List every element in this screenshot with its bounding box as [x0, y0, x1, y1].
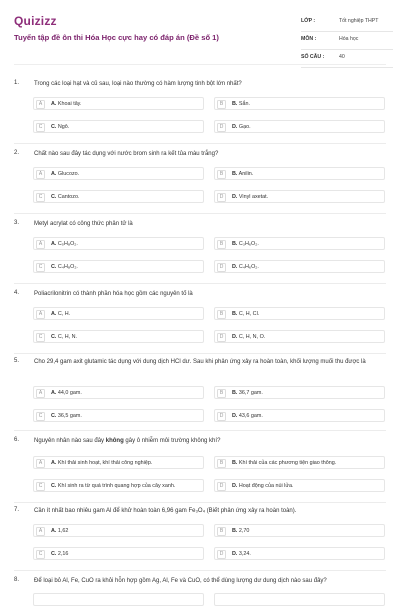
- option-prefix: C.: [51, 194, 57, 200]
- option-prefix: D.: [232, 551, 238, 557]
- option-letter: D: [217, 123, 226, 132]
- option-letter: C: [36, 333, 45, 342]
- quizizz-logo[interactable]: Quizizz: [14, 14, 57, 28]
- option-prefix: A.: [51, 390, 57, 396]
- option-prefix: D.: [232, 124, 238, 130]
- option-letter: A: [36, 100, 45, 109]
- option-d[interactable]: [214, 190, 385, 203]
- option-a[interactable]: [33, 97, 204, 110]
- option-text: Sắn.: [238, 101, 250, 107]
- question-divider: [14, 283, 386, 284]
- option-text: C, H, N, O.: [238, 334, 266, 340]
- option-letter: A: [36, 389, 45, 398]
- option-text: Cantozo.: [57, 194, 80, 200]
- option-letter: A: [36, 527, 45, 536]
- option-letter: A: [36, 459, 45, 468]
- option-prefix: C.: [51, 483, 57, 489]
- option-prefix: A.: [51, 241, 57, 247]
- option-text: C₅H₈O₂.: [57, 241, 78, 247]
- option-letter: C: [36, 412, 45, 421]
- option-letter: D: [217, 193, 226, 202]
- question-text: Cho 29,4 gam axit glutamic tác dụng với dung dịch HCl dư. Sau khi phản ứng xảy ra hoàn toàn, khối lượng muối thu được là: [34, 359, 366, 365]
- option-c[interactable]: [33, 409, 204, 422]
- option-prefix: B.: [232, 311, 238, 317]
- option-text: Khí sinh ra từ quá trình quang hợp của cây xanh.: [57, 483, 176, 489]
- question-number: 2.: [14, 150, 20, 156]
- option-d[interactable]: [214, 547, 385, 560]
- option-text: 44,0 gam.: [57, 390, 82, 396]
- option-letter: D: [217, 412, 226, 421]
- meta-value: Tốt nghiệp THPT: [339, 18, 379, 24]
- option-letter: B: [217, 170, 226, 179]
- meta-value: 40: [339, 54, 345, 60]
- question-text: Poliacrilonitrin có thành phần hóa học gồm các nguyên tố là: [34, 291, 193, 297]
- option-c[interactable]: [33, 479, 204, 492]
- option-prefix: A.: [51, 460, 57, 466]
- option-letter: C: [36, 482, 45, 491]
- option-d[interactable]: [214, 330, 385, 343]
- question-number: 6.: [14, 437, 20, 443]
- option-text: C₃H₆O₂.: [238, 241, 259, 247]
- option-c[interactable]: [33, 547, 204, 560]
- option-letter: D: [217, 263, 226, 272]
- option-letter: A: [36, 240, 45, 249]
- option-letter: D: [217, 550, 226, 559]
- question-divider: [14, 213, 386, 214]
- option-text: Vinyl axetat.: [238, 194, 269, 200]
- option-text: C, H, Cl.: [238, 311, 260, 317]
- option-prefix: A.: [51, 101, 57, 107]
- option-letter: C: [36, 123, 45, 132]
- option-prefix: D.: [232, 334, 238, 340]
- option-letter: C: [36, 193, 45, 202]
- option-letter: A: [36, 170, 45, 179]
- option-letter: B: [217, 310, 226, 319]
- option-b[interactable]: [214, 307, 385, 320]
- option-a[interactable]: [33, 386, 204, 399]
- option-prefix: B.: [232, 390, 238, 396]
- option-a[interactable]: [33, 307, 204, 320]
- option-prefix: C.: [51, 413, 57, 419]
- option-text: C, H.: [57, 311, 71, 317]
- option-b[interactable]: [214, 456, 385, 469]
- option-prefix: D.: [232, 483, 238, 489]
- option-text: 36,7 gam.: [238, 390, 263, 396]
- option-letter: A: [36, 310, 45, 319]
- meta-row-subject: [301, 32, 393, 50]
- option-prefix: B.: [232, 101, 238, 107]
- option-prefix: C.: [51, 124, 57, 130]
- question-text: Trong các loại hạt và củ sau, loại nào thường có hàm lượng tinh bột lớn nhất?: [34, 81, 242, 87]
- option-text: Khí thải sinh hoạt, khí thải công nghiệp.: [57, 460, 153, 466]
- question-divider: [14, 570, 386, 571]
- option-text: 2,16: [57, 551, 69, 557]
- question-text: Chất nào sau đây tác dụng với nước brom sinh ra kết tủa màu trắng?: [34, 151, 219, 157]
- meta-row-class: [301, 14, 393, 32]
- question-text-emphasis: không: [105, 438, 124, 444]
- option-prefix: A.: [51, 171, 57, 177]
- option-b[interactable]: [214, 167, 385, 180]
- meta-label: LỚP :: [301, 18, 316, 24]
- option-d[interactable]: [214, 409, 385, 422]
- option-text: Glucozo.: [57, 171, 80, 177]
- meta-table: [301, 14, 393, 68]
- option-c[interactable]: [33, 120, 204, 133]
- header: [0, 0, 400, 72]
- option-letter: B: [217, 459, 226, 468]
- header-divider: [14, 64, 386, 65]
- option-text: C₄H₆O₂.: [238, 264, 259, 270]
- option-prefix: C.: [51, 551, 57, 557]
- meta-value: Hóa học: [339, 36, 359, 42]
- question-number: 3.: [14, 220, 20, 226]
- option-b[interactable]: [214, 97, 385, 110]
- option-text: Khoai tây.: [57, 101, 82, 107]
- question-number: 8.: [14, 577, 20, 583]
- option-letter: B: [217, 527, 226, 536]
- option-text: Anilin.: [238, 171, 254, 177]
- option-prefix: B.: [232, 241, 238, 247]
- option-text: C₄H₈O₂.: [57, 264, 78, 270]
- question-number: 1.: [14, 80, 20, 86]
- option-prefix: A.: [51, 528, 57, 534]
- question-text: Cần ít nhất bao nhiêu gam Al để khử hoàn toàn 6,96 gam Fe₃O₄ (Biết phản ứng xảy ra hoàn toàn).: [34, 508, 297, 514]
- option-text: 1,62: [57, 528, 69, 534]
- option-prefix: D.: [232, 264, 238, 270]
- option-text: Khí thải của các phương tiện giao thông.: [238, 460, 337, 466]
- option-c[interactable]: [33, 260, 204, 273]
- meta-label: SỐ CÂU :: [301, 54, 325, 60]
- option-d[interactable]: [214, 260, 385, 273]
- option-text: 36,5 gam.: [57, 413, 82, 419]
- option-prefix: D.: [232, 413, 238, 419]
- question-number: 5.: [14, 358, 20, 364]
- option-prefix: C.: [51, 264, 57, 270]
- option-letter: C: [36, 263, 45, 272]
- option-c[interactable]: [33, 190, 204, 203]
- option-text: 3,24.: [238, 551, 251, 557]
- question-divider: [14, 502, 386, 503]
- option-d[interactable]: [214, 120, 385, 133]
- option-b[interactable]: [214, 524, 385, 537]
- option-text: Gạo.: [238, 124, 251, 130]
- option-letter: B: [217, 100, 226, 109]
- option-prefix: B.: [232, 460, 238, 466]
- option-text: C, H, N.: [57, 334, 78, 340]
- question-text: Để loại bỏ Al, Fe, CuO ra khỏi hỗn hợp gồm Ag, Al, Fe và CuO, có thể dùng lượng dư dung dịch nào sau đây?: [34, 578, 327, 584]
- question-text: Metyl acrylat có công thức phân tử là: [34, 221, 133, 227]
- meta-row-count: [301, 50, 393, 68]
- question-divider: [14, 353, 386, 354]
- option-a[interactable]: [33, 524, 204, 537]
- question-number: 4.: [14, 290, 20, 296]
- question-text-part: gây ô nhiễm môi trường không khí?: [123, 438, 221, 444]
- document-title: Tuyển tập đề ôn thi Hóa Học cực hay có đáp án (Đề số 1): [14, 33, 219, 42]
- option-text: 43,6 gam.: [238, 413, 263, 419]
- option-letter: C: [36, 550, 45, 559]
- option-letter: B: [217, 389, 226, 398]
- option-letter: D: [217, 333, 226, 342]
- option-d[interactable]: [214, 479, 385, 492]
- option-prefix: B.: [232, 528, 238, 534]
- question-text-part: Nguyên nhân nào sau đây: [34, 438, 106, 444]
- question-divider: [14, 143, 386, 144]
- option-b[interactable]: [214, 386, 385, 399]
- question-number: 7.: [14, 507, 20, 513]
- option-c[interactable]: [33, 330, 204, 343]
- option-prefix: C.: [51, 334, 57, 340]
- option-prefix: B.: [232, 171, 238, 177]
- option-a[interactable]: [33, 456, 204, 469]
- option-prefix: D.: [232, 194, 238, 200]
- question-divider: [14, 430, 386, 431]
- option-text: Ngô.: [57, 124, 70, 130]
- option-prefix: A.: [51, 311, 57, 317]
- option-b[interactable]: [214, 237, 385, 250]
- question-text: [34, 437, 389, 446]
- option-letter: D: [217, 482, 226, 491]
- option-text: 2,70: [238, 528, 250, 534]
- option-a[interactable]: [33, 167, 204, 180]
- meta-label: MÔN :: [301, 36, 317, 42]
- option-text: Hoạt động của núi lửa.: [238, 483, 294, 489]
- option-letter: B: [217, 240, 226, 249]
- option-a[interactable]: [33, 237, 204, 250]
